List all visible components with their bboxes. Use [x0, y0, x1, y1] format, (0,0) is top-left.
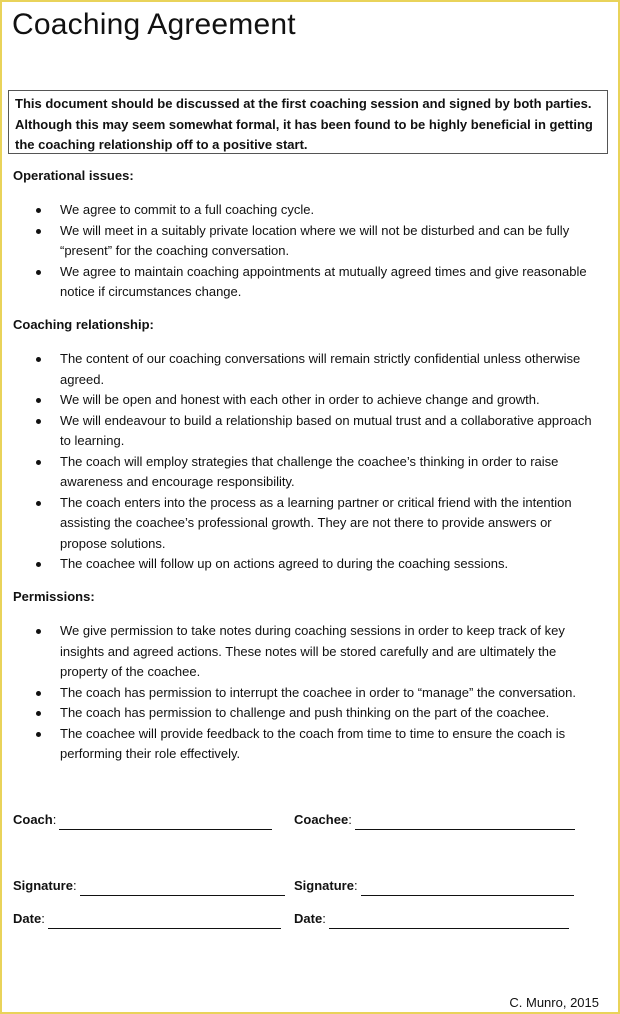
bullet-icon	[36, 357, 41, 362]
bullet-icon	[36, 398, 41, 403]
coachee-signature-line[interactable]	[361, 881, 574, 896]
coach-date-field: Date:	[13, 909, 281, 929]
list-item: We will meet in a suitably private location where we will not be disturbed and can be fully “present” for the coaching conversation.	[32, 221, 598, 262]
list-item: The coach has permission to interrupt the coachee in order to “manage” the conversation.	[32, 683, 598, 704]
coachee-signature-field: Signature:	[294, 876, 574, 896]
bullet-icon	[36, 629, 41, 634]
bullet-icon	[36, 732, 41, 737]
bullet-icon	[36, 270, 41, 275]
permissions-list	[32, 621, 598, 765]
list-item: We will endeavour to build a relationship based on mutual trust and a collaborative approach to learning.	[32, 411, 598, 452]
list-item: We agree to commit to a full coaching cycle.	[32, 200, 598, 221]
coachee-name-line[interactable]	[355, 815, 575, 830]
bullet-icon	[36, 419, 41, 424]
bullet-icon	[36, 711, 41, 716]
list-item: The coachee will provide feedback to the coach from time to time to ensure the coach is performing their role effectively.	[32, 724, 598, 765]
section-heading-permissions: Permissions:	[13, 589, 95, 604]
section-heading-relationship: Coaching relationship:	[13, 317, 154, 332]
section-heading-operational: Operational issues:	[13, 168, 134, 183]
operational-issues-list	[32, 200, 598, 303]
document-title: Coaching Agreement	[12, 8, 296, 41]
coach-signature-field: Signature:	[13, 876, 285, 896]
intro-box: This document should be discussed at the first coaching session and signed by both parties. Although this may seem somewhat formal, it has been found to be highly beneficial in getting the coaching relationship off to a positive start.	[8, 90, 608, 154]
bullet-icon	[36, 501, 41, 506]
coachee-date-line[interactable]	[329, 914, 569, 929]
bullet-icon	[36, 229, 41, 234]
list-item: The coach enters into the process as a learning partner or critical friend with the intention assisting the coachee’s professional growth. They are not there to provide answers or propose solutions.	[32, 493, 598, 555]
bullet-icon	[36, 691, 41, 696]
list-item: The coach has permission to challenge and push thinking on the part of the coachee.	[32, 703, 598, 724]
list-item: We will be open and honest with each other in order to achieve change and growth.	[32, 390, 598, 411]
coachee-field: Coachee:	[294, 810, 575, 830]
coach-name-line[interactable]	[59, 815, 272, 830]
coachee-date-field: Date:	[294, 909, 569, 929]
list-item: The coachee will follow up on actions agreed to during the coaching sessions.	[32, 554, 598, 575]
coach-signature-line[interactable]	[80, 881, 285, 896]
list-item: We agree to maintain coaching appointments at mutually agreed times and give reasonable notice if circumstances change.	[32, 262, 598, 303]
bullet-icon	[36, 562, 41, 567]
bullet-icon	[36, 208, 41, 213]
list-item: We give permission to take notes during coaching sessions in order to keep track of key insights and agreed actions. These notes will be stored carefully and are ultimately the property of the coachee.	[32, 621, 598, 683]
coaching-relationship-list	[32, 349, 598, 575]
coach-field: Coach:	[13, 810, 272, 830]
list-item: The coach will employ strategies that challenge the coachee’s thinking in order to raise awareness and encourage responsibility.	[32, 452, 598, 493]
list-item: The content of our coaching conversations will remain strictly confidential unless otherwise agreed.	[32, 349, 598, 390]
bullet-icon	[36, 460, 41, 465]
author-credit: C. Munro, 2015	[509, 995, 599, 1010]
coach-date-line[interactable]	[48, 914, 281, 929]
